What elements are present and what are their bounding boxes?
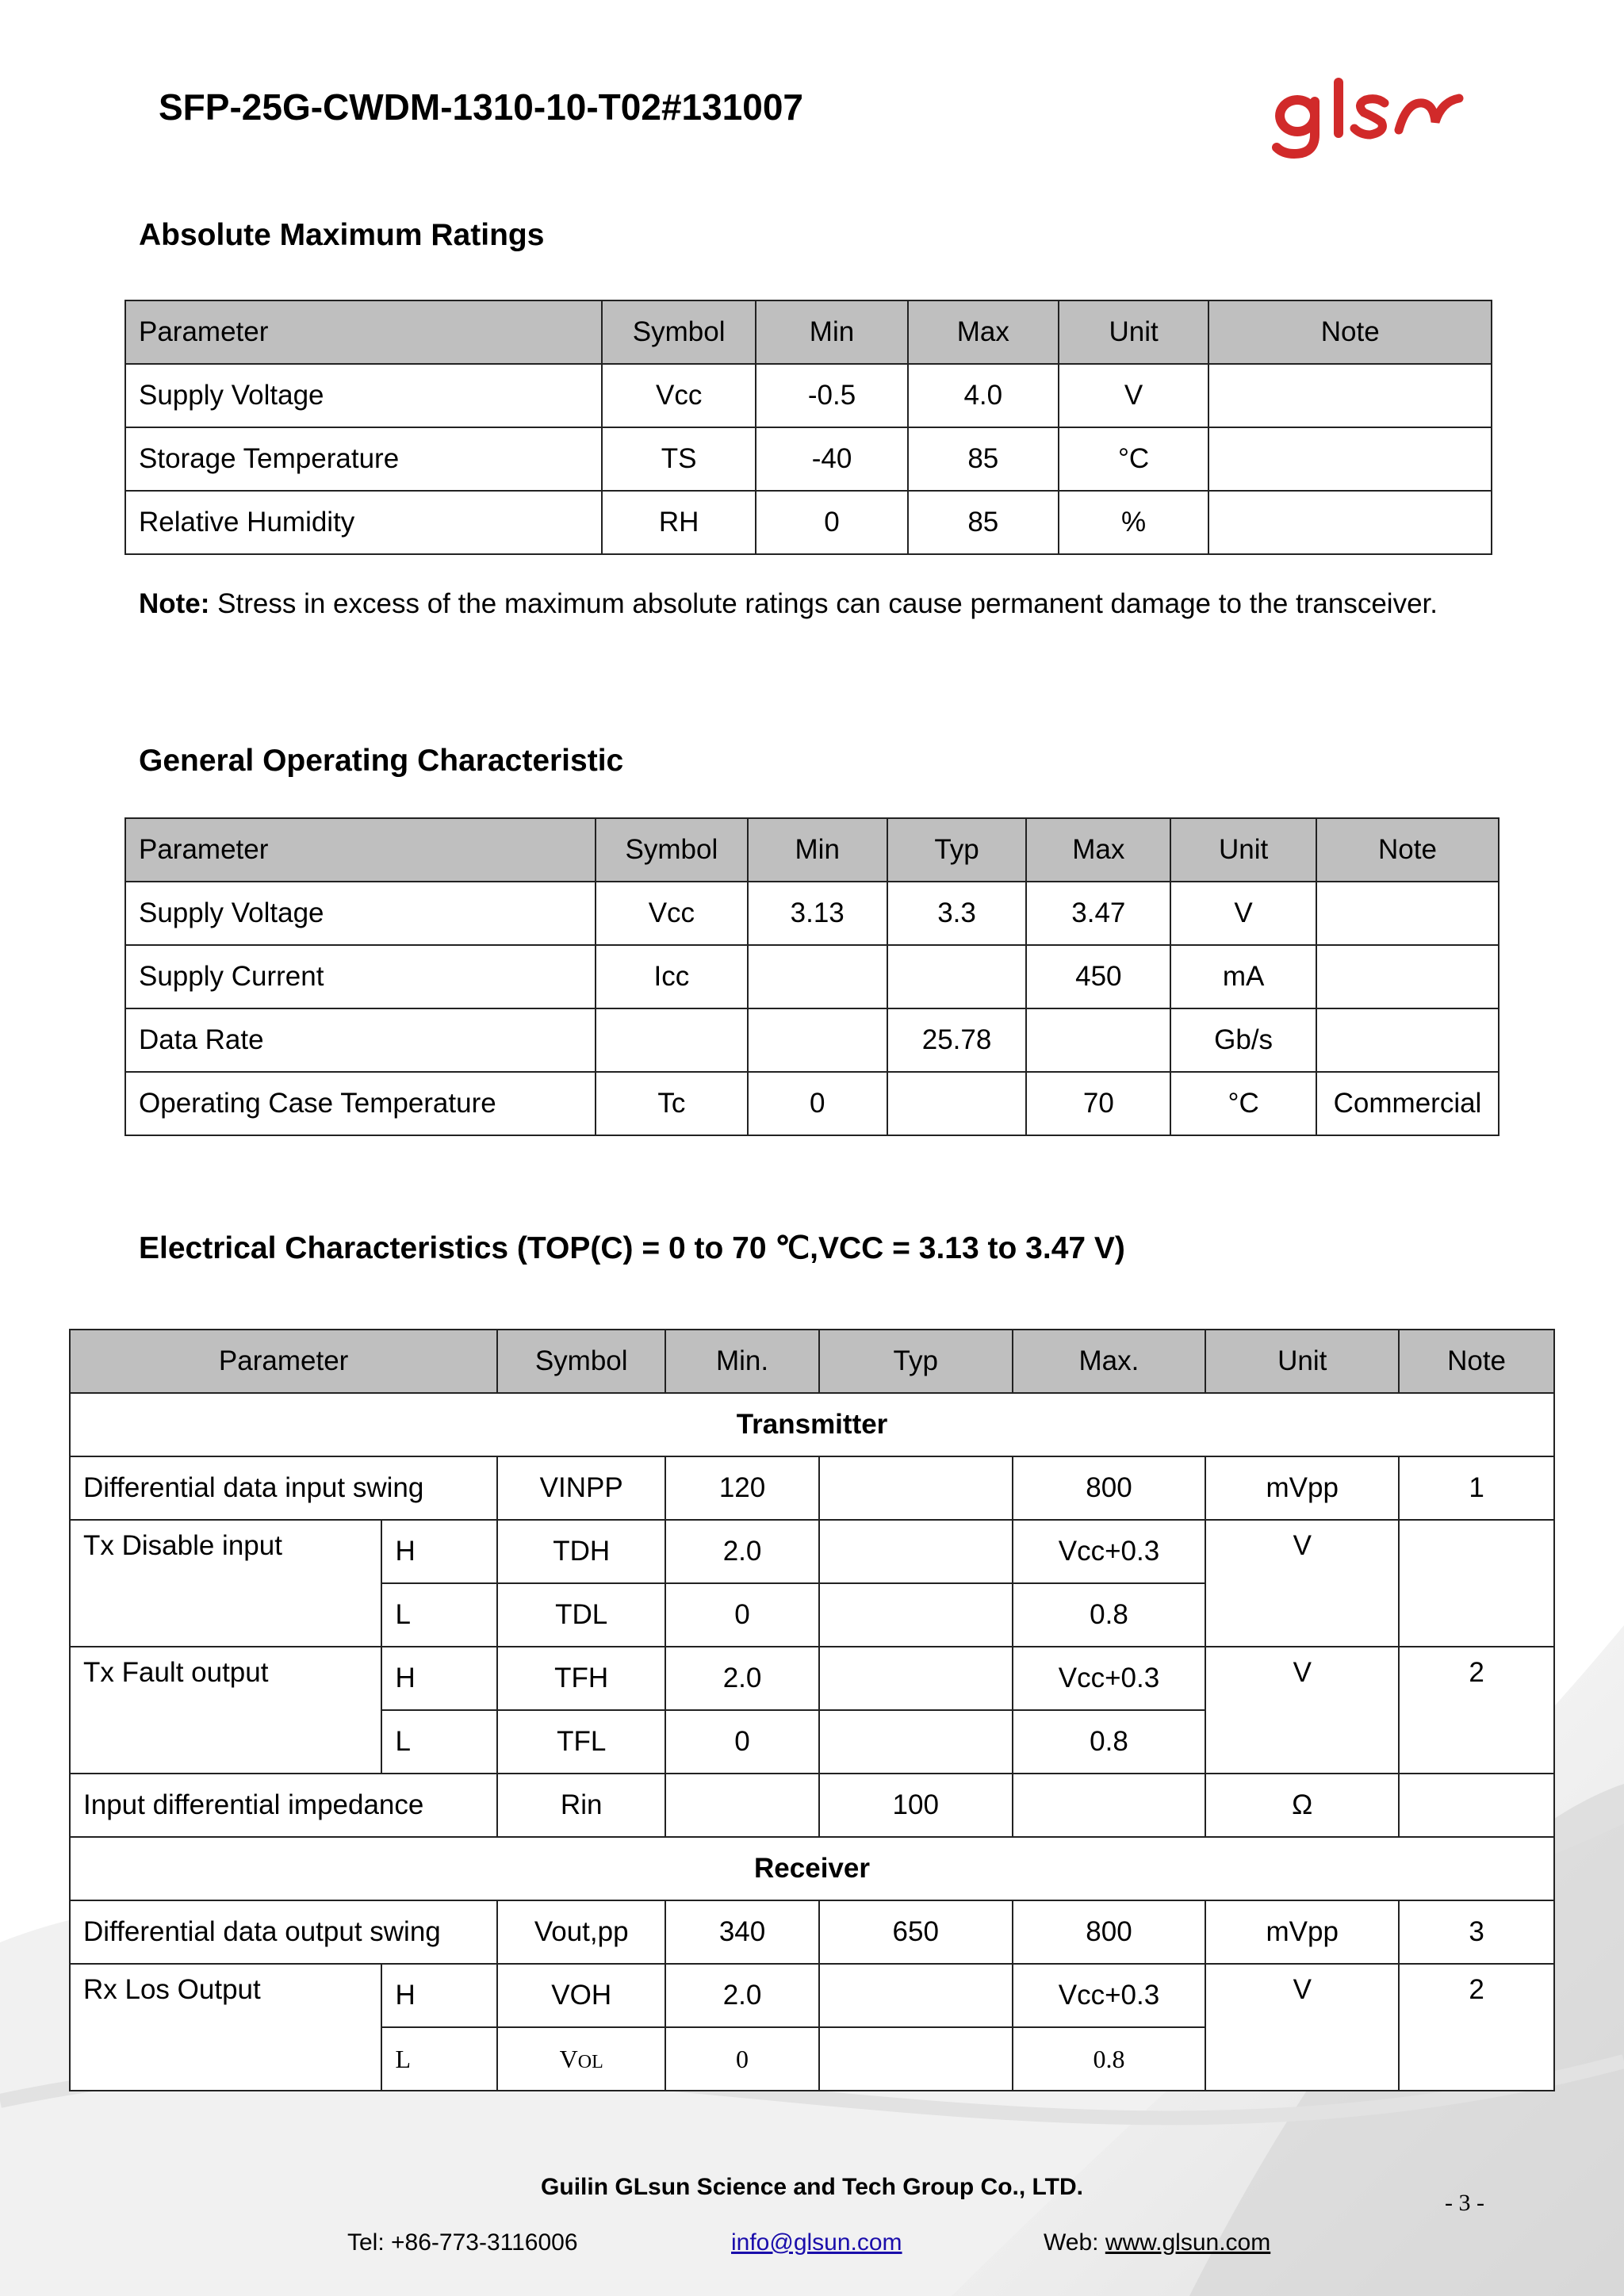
cell: 120 <box>665 1456 819 1520</box>
cell: L <box>381 1710 497 1774</box>
table-row <box>125 491 1492 554</box>
cell: Input differential impedance <box>70 1774 497 1837</box>
cell: 100 <box>819 1774 1013 1837</box>
cell <box>887 945 1027 1008</box>
cell <box>1026 1008 1170 1072</box>
cell: Vcc+0.3 <box>1013 1520 1206 1583</box>
table-row <box>70 1900 1554 1964</box>
cell: H <box>381 1647 497 1710</box>
cell: V <box>1205 1964 1399 2091</box>
cell: % <box>1059 491 1209 554</box>
cell: 1 <box>1399 1456 1554 1520</box>
cell: Differential data input swing <box>70 1456 497 1520</box>
page-number: - 3 - <box>1445 2190 1484 2216</box>
col-header: Max <box>1026 818 1170 882</box>
cell: Supply Voltage <box>125 364 602 427</box>
cell: 3 <box>1399 1900 1554 1964</box>
cell: 2 <box>1399 1647 1554 1774</box>
table-header-row <box>125 818 1499 882</box>
col-header: Typ <box>819 1330 1013 1393</box>
cell <box>1316 1008 1499 1072</box>
cell: 0 <box>665 1710 819 1774</box>
table-row <box>70 1520 1554 1583</box>
footer-web-link[interactable]: www.glsun.com <box>1105 2229 1271 2256</box>
cell: V <box>1205 1647 1399 1774</box>
footer-email-link[interactable]: info@glsun.com <box>731 2229 902 2256</box>
cell: 800 <box>1013 1456 1206 1520</box>
col-header: Symbol <box>497 1330 665 1393</box>
cell <box>1399 1774 1554 1837</box>
cell: H <box>381 1520 497 1583</box>
cell: 0 <box>756 491 908 554</box>
cell: L <box>381 2027 497 2091</box>
cell: Tx Fault output <box>70 1647 381 1774</box>
cell: H <box>381 1964 497 2027</box>
col-header: Parameter <box>125 818 596 882</box>
cell: Tc <box>596 1072 748 1135</box>
cell <box>819 1583 1013 1647</box>
col-header: Unit <box>1170 818 1316 882</box>
general-operating-table <box>124 817 1500 1136</box>
cell: Supply Voltage <box>125 882 596 945</box>
footer-company: Guilin GLsun Science and Tech Group Co., LTD. <box>541 2174 1083 2200</box>
cell: V <box>1170 882 1316 945</box>
section-title-electrical: Electrical Characteristics (TOP(C) = 0 to 70 ℃,VCC = 3.13 to 3.47 V) <box>139 1231 1125 1265</box>
footer-phone: Tel: +86-773-3116006 <box>347 2229 578 2256</box>
note-text: Stress in excess of the maximum absolute ratings can cause permanent damage to the transceiver. <box>209 588 1438 619</box>
table-row <box>70 1456 1554 1520</box>
col-header: Min <box>748 818 887 882</box>
table-header-row <box>70 1330 1554 1393</box>
col-header: Unit <box>1059 300 1209 364</box>
col-header: Parameter <box>70 1330 497 1393</box>
cell: RH <box>602 491 756 554</box>
cell: TS <box>602 427 756 491</box>
cell <box>819 1710 1013 1774</box>
cell <box>497 2027 665 2091</box>
table-row <box>70 1964 1554 2027</box>
cell: Operating Case Temperature <box>125 1072 596 1135</box>
cell <box>665 1774 819 1837</box>
cell: Vcc+0.3 <box>1013 1647 1206 1710</box>
cell: 85 <box>908 491 1059 554</box>
abs-max-note <box>139 588 1438 620</box>
cell: Differential data output swing <box>70 1900 497 1964</box>
cell: V <box>1205 1520 1399 1647</box>
cell <box>1316 945 1499 1008</box>
cell: Tx Disable input <box>70 1520 381 1647</box>
cell: 2.0 <box>665 1647 819 1710</box>
cell: 650 <box>819 1900 1013 1964</box>
cell: Rx Los Output <box>70 1964 381 2091</box>
cell: 2.0 <box>665 1520 819 1583</box>
cell <box>1013 1774 1206 1837</box>
table-row <box>125 945 1499 1008</box>
col-header: Min <box>756 300 908 364</box>
cell <box>819 1520 1013 1583</box>
cell: -0.5 <box>756 364 908 427</box>
cell: mA <box>1170 945 1316 1008</box>
cell: V <box>1059 364 1209 427</box>
symbol-subscript: OL <box>577 2051 603 2072</box>
section-row-transmitter <box>70 1393 1554 1456</box>
footer-web <box>1044 2229 1270 2256</box>
cell: Data Rate <box>125 1008 596 1072</box>
col-header: Symbol <box>602 300 756 364</box>
cell: Vcc <box>602 364 756 427</box>
cell: 0 <box>665 2027 819 2091</box>
cell: 0.8 <box>1013 1583 1206 1647</box>
receiver-label: Receiver <box>70 1837 1554 1900</box>
table-row <box>125 427 1492 491</box>
cell: 0 <box>748 1072 887 1135</box>
web-label: Web: <box>1044 2229 1105 2256</box>
absolute-max-table <box>124 300 1492 555</box>
cell: TFH <box>497 1647 665 1710</box>
cell: Vcc <box>596 882 748 945</box>
col-header: Note <box>1399 1330 1554 1393</box>
cell <box>1399 1520 1554 1647</box>
cell: TDH <box>497 1520 665 1583</box>
cell: 3.3 <box>887 882 1027 945</box>
col-header: Max <box>908 300 1059 364</box>
table-row <box>125 1072 1499 1135</box>
cell <box>1208 491 1492 554</box>
cell: 2 <box>1399 1964 1554 2091</box>
cell: °C <box>1059 427 1209 491</box>
col-header: Note <box>1316 818 1499 882</box>
col-header: Max. <box>1013 1330 1206 1393</box>
cell: 2.0 <box>665 1964 819 2027</box>
cell: Vcc+0.3 <box>1013 1964 1206 2027</box>
col-header: Min. <box>665 1330 819 1393</box>
cell: TFL <box>497 1710 665 1774</box>
cell: 450 <box>1026 945 1170 1008</box>
cell: Relative Humidity <box>125 491 602 554</box>
cell: Icc <box>596 945 748 1008</box>
table-row <box>125 364 1492 427</box>
cell: Commercial <box>1316 1072 1499 1135</box>
cell: 3.13 <box>748 882 887 945</box>
cell: 4.0 <box>908 364 1059 427</box>
cell: Storage Temperature <box>125 427 602 491</box>
cell: VOH <box>497 1964 665 2027</box>
note-label: Note: <box>139 588 210 619</box>
cell <box>1316 882 1499 945</box>
col-header: Typ <box>887 818 1027 882</box>
table-header-row <box>125 300 1492 364</box>
cell: 25.78 <box>887 1008 1027 1072</box>
cell: 340 <box>665 1900 819 1964</box>
table-row <box>125 882 1499 945</box>
cell <box>819 1647 1013 1710</box>
table-row <box>125 1008 1499 1072</box>
cell <box>748 945 887 1008</box>
cell: 0 <box>665 1583 819 1647</box>
cell: -40 <box>756 427 908 491</box>
cell: 0.8 <box>1013 1710 1206 1774</box>
section-title-general: General Operating Characteristic <box>139 744 624 778</box>
cell: mVpp <box>1205 1456 1399 1520</box>
cell: 85 <box>908 427 1059 491</box>
cell <box>819 1964 1013 2027</box>
cell: mVpp <box>1205 1900 1399 1964</box>
cell <box>887 1072 1027 1135</box>
col-header: Symbol <box>596 818 748 882</box>
document-title: SFP-25G-CWDM-1310-10-T02#131007 <box>159 86 804 128</box>
cell: Rin <box>497 1774 665 1837</box>
cell: L <box>381 1583 497 1647</box>
col-header: Parameter <box>125 300 602 364</box>
cell <box>748 1008 887 1072</box>
cell: 70 <box>1026 1072 1170 1135</box>
cell: 3.47 <box>1026 882 1170 945</box>
section-title-absolute-max: Absolute Maximum Ratings <box>139 218 545 252</box>
cell: Supply Current <box>125 945 596 1008</box>
symbol-v: V <box>559 2044 578 2073</box>
cell: VINPP <box>497 1456 665 1520</box>
transmitter-label: Transmitter <box>70 1393 1554 1456</box>
cell <box>596 1008 748 1072</box>
electrical-characteristics-table <box>69 1329 1555 2091</box>
cell: 0.8 <box>1013 2027 1206 2091</box>
cell <box>819 2027 1013 2091</box>
cell: Gb/s <box>1170 1008 1316 1072</box>
section-row-receiver <box>70 1837 1554 1900</box>
table-row <box>70 1647 1554 1710</box>
table-row <box>70 1774 1554 1837</box>
cell: Vout,pp <box>497 1900 665 1964</box>
cell <box>1208 427 1492 491</box>
cell: °C <box>1170 1072 1316 1135</box>
cell: 800 <box>1013 1900 1206 1964</box>
cell: TDL <box>497 1583 665 1647</box>
col-header: Note <box>1208 300 1492 364</box>
col-header: Unit <box>1205 1330 1399 1393</box>
cell <box>1208 364 1492 427</box>
cell <box>819 1456 1013 1520</box>
glsun-logo <box>1266 78 1472 165</box>
cell: Ω <box>1205 1774 1399 1837</box>
